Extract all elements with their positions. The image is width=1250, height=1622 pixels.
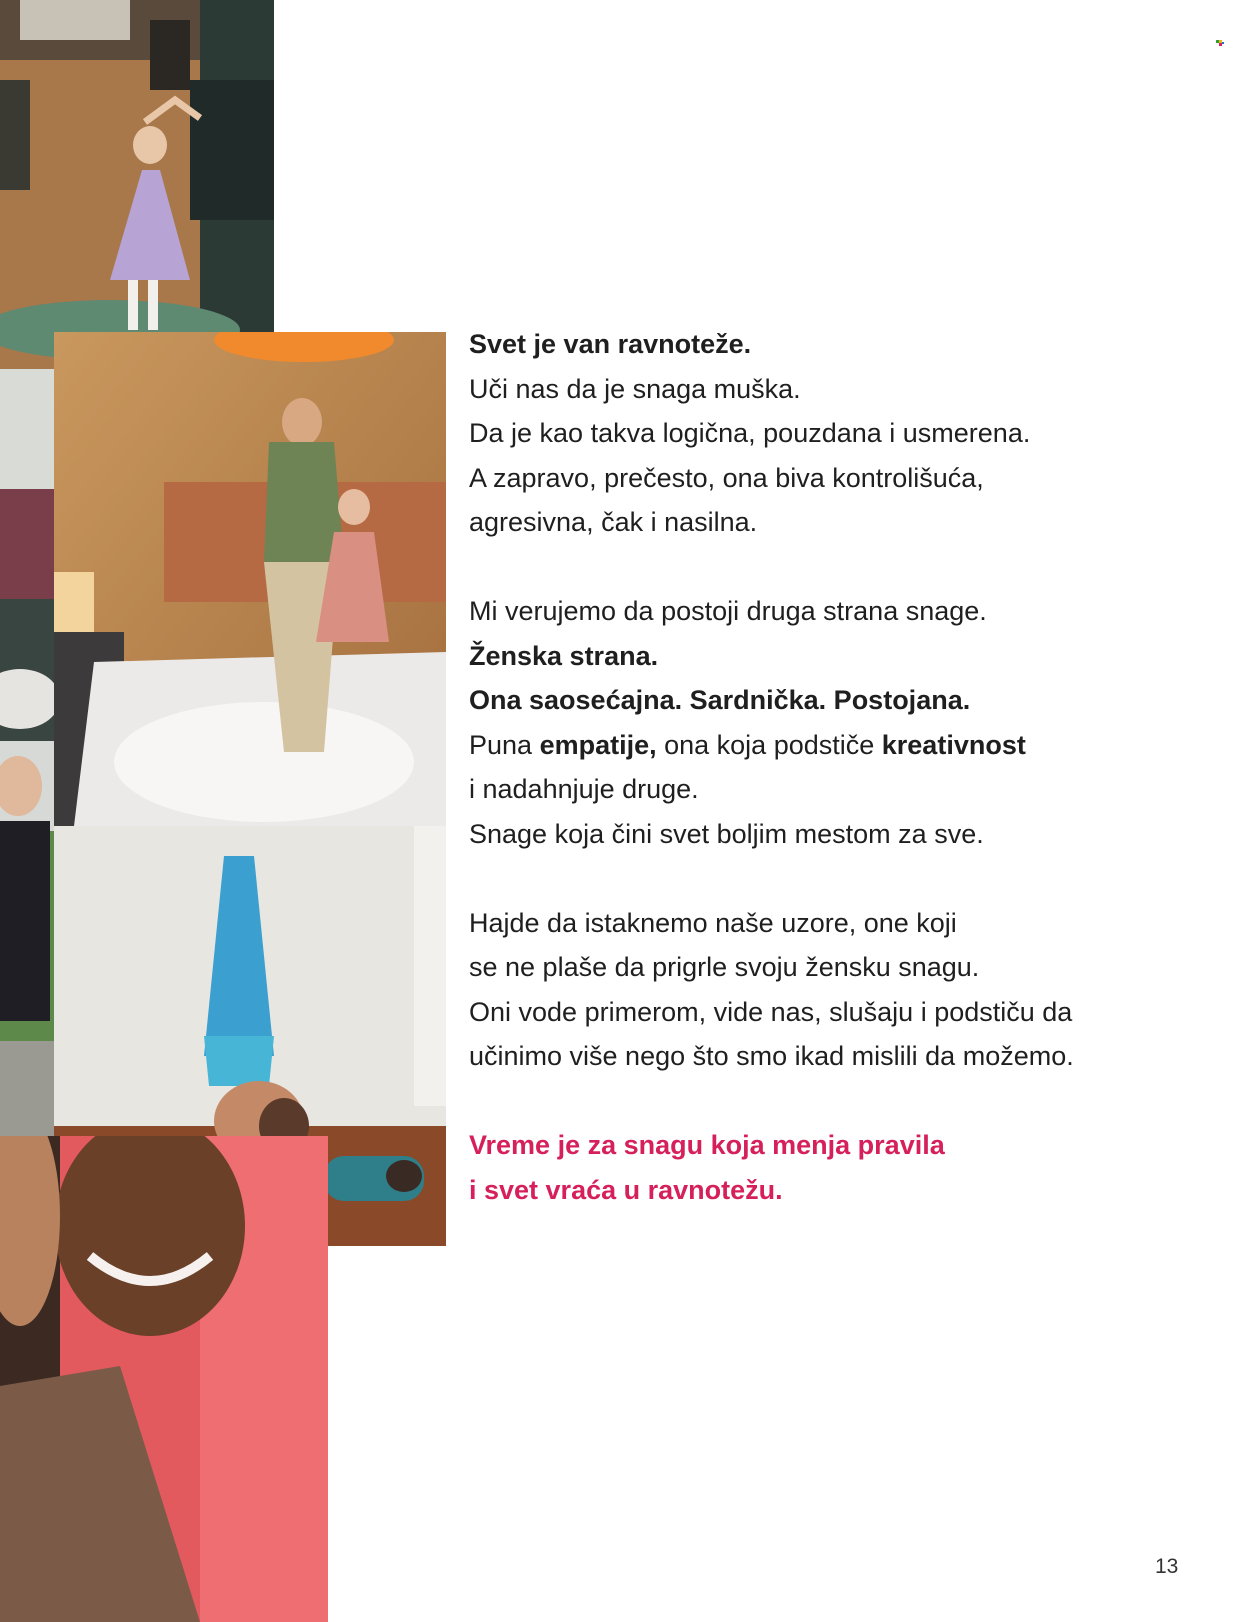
text-line: se ne plaše da prigrle svoju žensku snagu. — [469, 952, 980, 982]
closing-line: i svet vraća u ravnotežu. — [469, 1174, 783, 1205]
photo-father-daughter-jumping-on-bed — [54, 332, 446, 826]
bold-line: Ženska strana. — [469, 640, 659, 671]
text-line: Oni vode primerom, vide nas, slušaju i podstiču da — [469, 996, 1073, 1027]
paragraph-gap — [469, 545, 1169, 590]
heading-line: Svet je van ravnoteže. — [469, 329, 752, 359]
text-line: Hajde da istaknemo naše uzore, one koji — [469, 907, 957, 938]
text-line: Mi verujemo da postoji druga strana snage. — [469, 596, 987, 626]
text-line: agresivna, čak i nasilna. — [469, 507, 758, 537]
photo-women-smiling-closeup — [0, 1136, 328, 1622]
main-text — [469, 322, 1169, 1212]
text-line: i nadahnjuje druge. — [469, 774, 699, 804]
closing-line: Vreme je za snagu koja menja pravila — [469, 1130, 945, 1160]
bold-word-empathy: empatije, — [539, 729, 657, 760]
text-line: A zapravo, prečesto, ona biva kontrolišuća, — [469, 462, 984, 493]
bold-word-creativity: kreativnost — [881, 729, 1026, 760]
text-line: Snage koja čini svet boljim mestom za sve. — [469, 818, 984, 849]
photo-girl-dancing-ballet — [0, 0, 274, 369]
photo-drum-kit — [0, 369, 56, 741]
page-number: 13 — [1155, 1555, 1179, 1578]
text-line: učinimo više nego što smo ikad mislili da možemo. — [469, 1041, 1074, 1071]
text-line: Uči nas da je snaga muška. — [469, 373, 801, 404]
bold-line: Ona saosećajna. Sardnička. Postojana. — [469, 685, 971, 715]
text-line: Da je kao takva logična, pouzdana i usmerena. — [469, 418, 1031, 448]
text-span: ona koja podstiče — [656, 729, 882, 760]
text-span: Puna — [469, 729, 540, 760]
paragraph-gap — [469, 1079, 1169, 1124]
paragraph-gap — [469, 856, 1169, 901]
color-dots-icon — [1216, 33, 1224, 39]
text-line-mixed — [469, 723, 1169, 768]
